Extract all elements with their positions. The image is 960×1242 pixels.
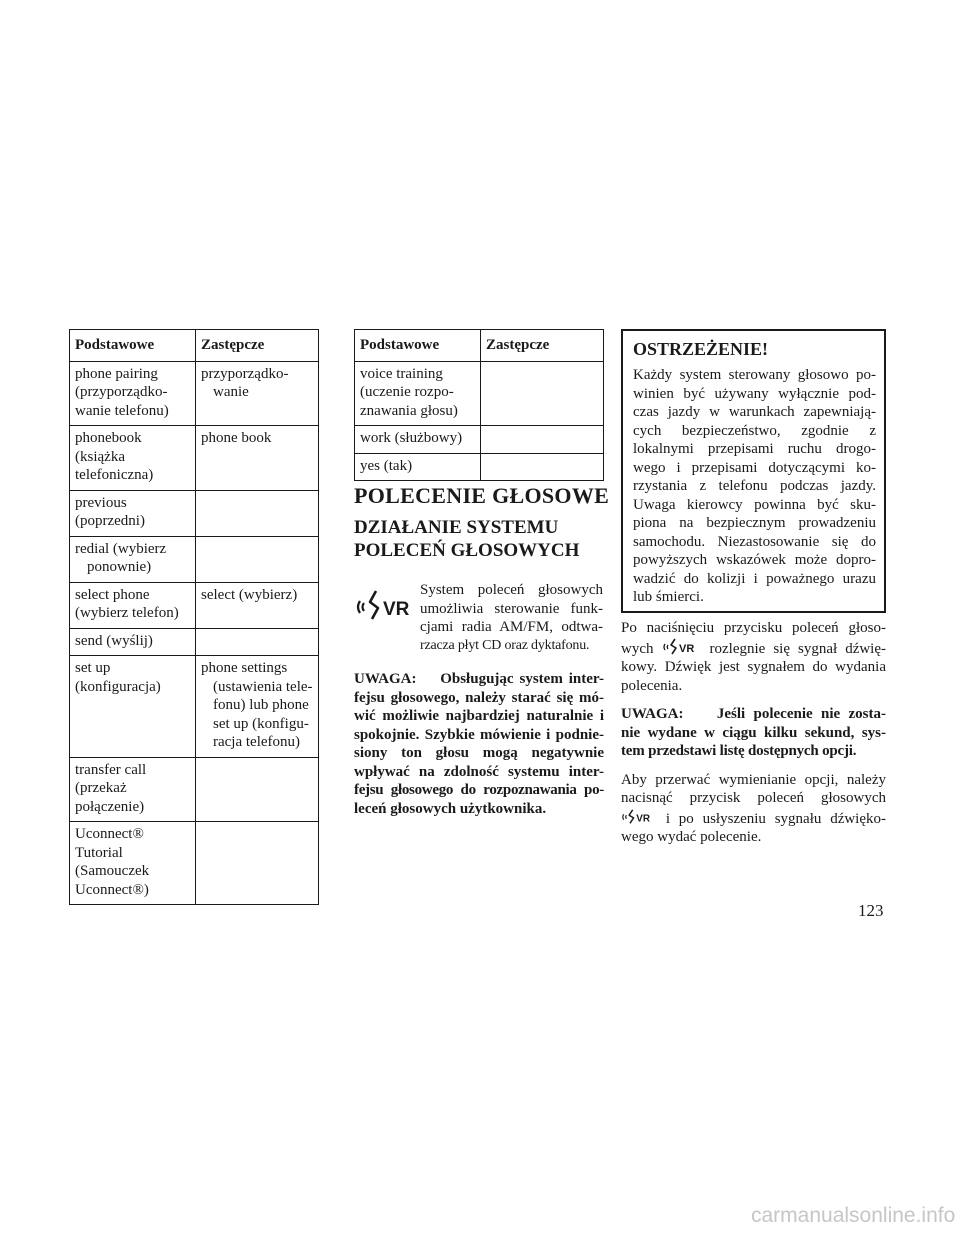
table-row xyxy=(70,656,319,758)
cell-alternate xyxy=(196,536,319,582)
warning-line: Każdy system sterowany głosowo po- xyxy=(633,367,876,383)
cell-text: telefoniczna) xyxy=(75,467,154,483)
cell-alternate xyxy=(196,361,319,426)
cell-primary xyxy=(355,453,481,481)
cell-text: voice training xyxy=(360,365,443,382)
cell-alternate xyxy=(196,426,319,491)
table-row xyxy=(355,453,604,481)
cell-text: phone settings xyxy=(201,660,288,676)
cell-primary xyxy=(70,656,196,758)
cell-text: redial (wybierz xyxy=(75,540,167,557)
vr-label: VR xyxy=(636,813,651,824)
note-line: tem przedstawi listę dostępnych opcji. xyxy=(621,743,857,759)
cell-alternate xyxy=(196,628,319,656)
cell-text: (poprzedni) xyxy=(75,513,145,529)
warning-line: samochodu. Niezastosowanie się do xyxy=(633,533,876,550)
cell-text: select phone xyxy=(75,586,150,603)
cell-primary xyxy=(355,361,481,426)
table-header-row xyxy=(355,330,604,362)
cell-text: (ustawienia tele- xyxy=(213,678,313,695)
table-row xyxy=(355,426,604,454)
subheading-line-1: DZIAŁANIE SYSTEMU xyxy=(354,517,559,538)
middle-column xyxy=(354,329,604,481)
watermark-text: carmanualsonline.info xyxy=(751,1204,956,1227)
cell-text: (książka xyxy=(75,448,125,465)
cell-primary xyxy=(70,536,196,582)
cell-text: fonu) lub phone xyxy=(213,697,309,713)
table-row xyxy=(355,361,604,426)
cell-primary xyxy=(70,822,196,905)
cell-text: (konfiguracja) xyxy=(75,678,161,695)
cell-primary xyxy=(70,490,196,536)
command-table-middle xyxy=(354,329,604,481)
warning-line: lokalnymi przepisami ruchu drogo- xyxy=(633,441,876,457)
cell-alternate xyxy=(196,656,319,758)
warning-line: wadzić do kolizji i poważnego urazu xyxy=(633,570,876,587)
warning-box xyxy=(621,329,886,613)
cell-alternate xyxy=(481,453,604,481)
cell-text: yes (tak) xyxy=(360,457,413,474)
voice-recognition-icon xyxy=(354,587,414,623)
intro-line: rzacza płyt CD oraz dyktafonu. xyxy=(420,637,590,653)
cell-primary xyxy=(70,582,196,628)
table-row xyxy=(70,582,319,628)
cell-alternate xyxy=(196,757,319,822)
note-line: wić możliwie najbardziej naturalnie i xyxy=(354,708,604,724)
header-alternate: Zastępcze xyxy=(196,330,319,362)
table-row xyxy=(70,490,319,536)
cell-text: (przyporządko- xyxy=(75,384,168,400)
cell-text: select (wybierz) xyxy=(201,586,298,603)
cell-primary xyxy=(70,628,196,656)
cell-alternate xyxy=(196,822,319,905)
warning-line: winien być używany wyłącznie pod- xyxy=(633,385,876,402)
paragraph-line: Po naciśnięciu przycisku poleceń głoso- xyxy=(621,620,886,636)
paragraph-fragment: rozlegnie się sygnał dźwię- xyxy=(709,640,886,657)
cell-text: (Samouczek xyxy=(75,863,150,879)
left-column xyxy=(69,329,319,905)
cell-alternate xyxy=(481,361,604,426)
note-line: wpływać na zdolność systemu inter- xyxy=(354,763,604,780)
voice-recognition-icon xyxy=(662,638,702,656)
note-line: leceń głosowych użytkownika. xyxy=(354,800,547,817)
cell-text: set up (konfigu- xyxy=(213,715,309,732)
paragraph-line: wego wydać polecenie. xyxy=(621,829,762,845)
cell-text: Tutorial xyxy=(75,844,123,861)
warning-line: Uwaga kierowcy powinna być sku- xyxy=(633,496,876,513)
cell-primary xyxy=(70,361,196,426)
cell-alternate xyxy=(196,582,319,628)
note-line: nie wydane w ciągu kilku sekund, sys- xyxy=(621,724,886,741)
note-line: siony ton głosu mogą negatywnie xyxy=(354,745,604,761)
paragraph-line: kowy. Dźwięk jest sygnałem do wydania xyxy=(621,659,886,675)
warning-line: rzystania z telefonu podczas jazdy. xyxy=(633,478,876,494)
table-row xyxy=(70,822,319,905)
paragraph-fragment: i po usłyszeniu sygnału dźwięko- xyxy=(665,810,887,827)
note-line: UWAGA: Jeśli polecenie nie zosta- xyxy=(621,706,886,722)
cell-text: set up xyxy=(75,660,111,676)
cell-text: phone book xyxy=(201,430,272,446)
cell-text: ponownie) xyxy=(87,559,152,575)
section-subtitle xyxy=(354,516,614,562)
warning-line: lub śmierci. xyxy=(633,589,704,605)
table-header-row xyxy=(70,330,319,362)
intro-line: umożliwia sterowanie funk- xyxy=(420,600,603,617)
subheading-line-2: POLECEŃ GŁOSOWYCH xyxy=(354,540,580,561)
command-table-left xyxy=(69,329,319,905)
page-number: 123 xyxy=(858,901,884,920)
note-line: spokojnie. Szybkie mówienie i podnie- xyxy=(354,726,604,743)
header-primary: Podstawowe xyxy=(355,330,481,362)
table-row xyxy=(70,426,319,491)
table-row xyxy=(70,628,319,656)
warning-line: wego i przepisami dotyczącymi ko- xyxy=(633,459,876,476)
cell-primary xyxy=(70,757,196,822)
cell-text: wanie telefonu) xyxy=(75,402,169,419)
cell-text: wanie xyxy=(213,384,249,400)
cell-text: work (służbowy) xyxy=(360,430,463,446)
section-title xyxy=(354,483,614,509)
cell-alternate xyxy=(481,426,604,454)
vr-label: VR xyxy=(678,642,694,655)
paragraph-line: nacisnąć przycisk poleceń głosowych xyxy=(621,790,886,806)
warning-line: cych bezpieczeństwo, zgodnie z xyxy=(633,422,876,439)
note-line: fejsu głosowego do rozpoznawania po- xyxy=(354,782,604,798)
cell-text: phone pairing xyxy=(75,365,158,382)
cell-primary xyxy=(355,426,481,454)
paragraph-line: Aby przerwać wymienianie opcji, należy xyxy=(621,771,886,788)
cell-text: (przekaż xyxy=(75,780,127,796)
cell-text: racja telefonu) xyxy=(213,734,301,750)
intro-text xyxy=(420,581,603,655)
cell-text: przyporządko- xyxy=(201,365,289,382)
note-line: fejsu głosowego, należy starać się mó- xyxy=(354,689,604,706)
warning-line: powyższych wskazówek może dopro- xyxy=(633,552,876,568)
cell-text: Uconnect®) xyxy=(75,881,149,898)
table-row xyxy=(70,757,319,822)
vr-label: VR xyxy=(383,599,410,620)
warning-text xyxy=(633,366,876,607)
cell-text: (uczenie rozpo- xyxy=(360,384,454,400)
intro-line: System poleceń głosowych xyxy=(420,582,603,598)
paragraph-line xyxy=(621,638,886,659)
voice-recognition-icon xyxy=(621,808,657,826)
cell-alternate xyxy=(196,490,319,536)
cell-text: znawania głosu) xyxy=(360,402,458,419)
cell-text: phonebook xyxy=(75,430,142,446)
warning-line: piona na bezpiecznym prowadzeniu xyxy=(633,515,876,531)
cell-text: send (wyślij) xyxy=(75,632,153,649)
paragraph-fragment: wych xyxy=(621,640,654,657)
intro-line: cjami radia AM/FM, odtwa- xyxy=(420,619,603,635)
warning-line: czas jazdy w warunkach zapewniają- xyxy=(633,404,876,420)
note-block-1 xyxy=(354,670,604,818)
table-row xyxy=(70,361,319,426)
cell-text: (wybierz telefon) xyxy=(75,605,179,621)
paragraph-line: polecenia. xyxy=(621,677,683,694)
cell-text: transfer call xyxy=(75,761,147,778)
paragraph-line xyxy=(621,808,886,829)
header-alternate: Zastępcze xyxy=(481,330,604,362)
cell-primary xyxy=(70,426,196,491)
cell-text: Uconnect® xyxy=(75,826,144,842)
warning-title: OSTRZEŻENIE! xyxy=(633,339,769,359)
right-text xyxy=(621,619,886,847)
table-body-middle xyxy=(355,361,604,481)
cell-text: previous xyxy=(75,494,127,511)
heading-voice-command: POLECENIE GŁOSOWE xyxy=(354,483,610,508)
table-row xyxy=(70,536,319,582)
header-primary: Podstawowe xyxy=(70,330,196,362)
cell-text: połączenie) xyxy=(75,798,145,815)
note-line: UWAGA: Obsługując system inter- xyxy=(354,671,604,687)
table-body-left xyxy=(70,361,319,905)
